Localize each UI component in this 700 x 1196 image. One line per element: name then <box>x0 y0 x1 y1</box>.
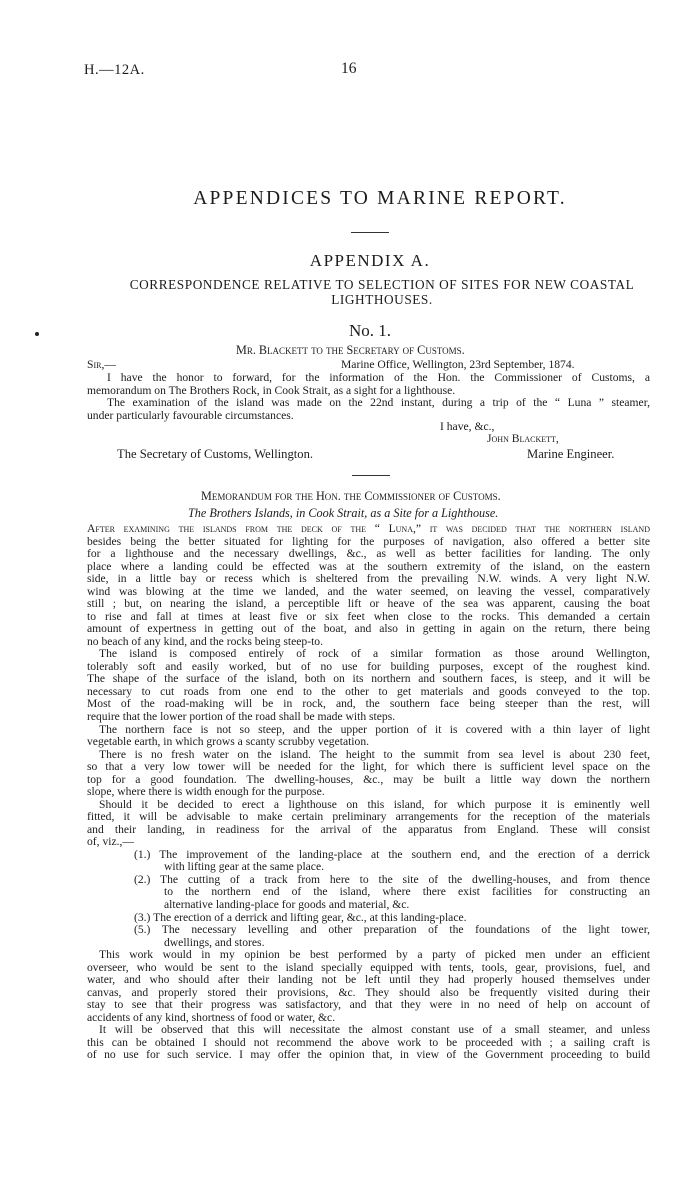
memo-list-item: (5.) The necessary levelling and other preparation of the foundations of the light tower, <box>134 923 650 936</box>
letter-from-to: Mr. Blackett to the Secretary of Customs. <box>236 343 465 357</box>
memo-line: This work would in my opinion be best performed by a party of picked men under an efficient <box>99 948 650 962</box>
letter-salutation: Sir,— <box>87 358 116 371</box>
memo-line: require that the lower portion of the road shall be made with steps. <box>87 710 396 723</box>
letter-body-line: under particularly favourable circumstances. <box>87 409 294 422</box>
memo-line: vegetable earth, in which grows a scanty scrubby vegetation. <box>87 735 370 748</box>
page-number: 16 <box>341 60 357 77</box>
memo-line: place where a landing could be effected was at the southern extremity of the island, on the eastern <box>87 559 650 573</box>
memo-line: stay to see that their progress was satisfactory, and that they were in no need of help on account of <box>87 998 650 1012</box>
memo-line: for a lighthouse and the necessary dwellings, &c., as well as better facilities for landing. The only <box>87 547 650 560</box>
letter-body-line: I have the honor to forward, for the information of the Hon. the Commissioner of Customs, a <box>107 371 650 384</box>
memo-line: There is no fresh water on the island. The height to the summit from sea level is about 230 feet, <box>99 747 650 761</box>
memo-list-item: alternative landing-place for goods and material, &c. <box>164 898 410 911</box>
memo-line: to rise and fall at times at least five or six feet when close to the rocks. This demanded a certain <box>87 609 650 623</box>
memo-line: The northern face is not so steep, and the upper portion of it is covered with a thin layer of light <box>99 722 650 736</box>
memo-line: and their landing, in readiness for the arrival of the apparatus from England. These will consist <box>87 822 650 836</box>
memo-line: tolerably soft and easily worked, but of no use for building purposes, except of the roughest kind. <box>87 659 650 673</box>
memo-line: overseer, who would be sent to the island specially equipped with tents, tools, gear, provisions, fuel, and <box>87 960 650 974</box>
document-reference: H.—12A. <box>84 62 145 78</box>
letter-closing: I have, &c., <box>440 420 495 433</box>
memo-line: It will be observed that this will necessitate the almost constant use of a small steamer, and unless <box>99 1023 650 1037</box>
memo-list-item: with lifting gear at the same place. <box>164 860 324 874</box>
memo-line: After examining the islands from the deck of the “ Luna,” it was decided that the northern island <box>87 522 650 535</box>
appendix-subtitle <box>104 277 660 307</box>
memo-line: The island is composed entirely of rock of a similar formation as those around Wellington, <box>99 647 650 661</box>
memo-line: wind was blowing at the time we landed, and the water seemed, on leaving the vessel, comparatively <box>87 584 650 598</box>
letter-body-line: The examination of the island was made on the 22nd instant, during a trip of the “ Luna ” steamer, <box>107 396 650 409</box>
divider-rule <box>352 475 390 476</box>
letter-address-date: Marine Office, Wellington, 23rd September, 1874. <box>341 358 575 371</box>
memo-line: still ; but, on nearing the island, a perceptible lift or heave of the sea was apparent, causing the boat <box>87 597 650 611</box>
memo-line: slope, where there is width enough for the purpose. <box>87 785 325 799</box>
letter-signature: John Blackett, <box>487 432 559 445</box>
memo-line: side, in a little bay or recess which is sheltered from the prevailing N.W. winds. A very light N.W. <box>87 572 650 586</box>
memo-line: water, and who should after their landing not be left until they had properly housed themselves under <box>87 973 650 987</box>
divider-rule <box>351 232 389 233</box>
memo-list-item: (3.) The erection of a derrick and lifting gear, &c., at this landing-place. <box>134 910 467 924</box>
memo-line: Should it be decided to erect a lighthouse on this island, for which purpose it is eminently well <box>99 797 650 811</box>
memo-subheading: The Brothers Islands, in Cook Strait, as a Site for a Lighthouse. <box>188 506 499 520</box>
memo-list-item: dwellings, and stores. <box>164 935 265 949</box>
memo-line: necessary to cut roads from one end to the other to get materials and goods conveyed to the top. <box>87 684 650 698</box>
memo-list-item: to the northern end of the island, where there exist facilities for constructing an <box>164 885 650 899</box>
memo-line: fitted, it will be advisable to make certain preliminary arrangements for the reception of the materials <box>87 810 650 824</box>
memo-heading: Memorandum for the Hon. the Commissioner of Customs. <box>201 489 501 503</box>
memo-list-item: (2.) The cutting of a track from here to the site of the dwelling-houses, and from thence <box>134 872 650 886</box>
memo-list-item: (1.) The improvement of the landing-place at the southern end, and the erection of a derrick <box>134 847 650 861</box>
memo-line: this can be obtained I should not recommend the above work to be proceeded with ; a sailing craft is <box>87 1035 650 1049</box>
memo-line: Most of the road-making will be in rock, and, the southern face being steeper than the rest, will <box>87 697 650 711</box>
memo-line: no beach of any kind, and the rocks being steep-to. <box>87 634 323 648</box>
memo-line: of, viz.,— <box>87 835 135 849</box>
appendix-label: APPENDIX A. <box>309 251 431 270</box>
appendix-subtitle-line: LIGHTHOUSES. <box>331 292 433 307</box>
page-title: APPENDICES TO MARINE REPORT. <box>193 188 567 209</box>
memo-line: accidents of any kind, shortness of food or water, &c. <box>87 1010 336 1024</box>
memo-line: top for a good foundation. The dwelling-houses, &c., may be built a little way down the northern <box>87 772 650 786</box>
memo-line: canvas, and properly stored their provisions, &c. They should also be frequently visited during their <box>87 985 650 999</box>
memo-line: The shape of the surface of the island, both on its northern and southern faces, is steep, and it will be <box>87 672 650 686</box>
letter-body-line: memorandum on The Brothers Rock, in Cook Strait, as a sight for a lighthouse. <box>87 384 456 397</box>
appendix-subtitle-line: CORRESPONDENCE RELATIVE TO SELECTION OF SITES FOR NEW COASTAL <box>129 277 635 292</box>
letter-number: No. 1. <box>348 321 392 340</box>
letter-signer-title: Marine Engineer. <box>527 447 615 461</box>
memo-line: besides being the better situated for lighting for the purposes of navigation, also offered a better site <box>87 534 650 548</box>
letter-recipient: The Secretary of Customs, Wellington. <box>117 447 314 461</box>
memo-line: so that a very low tower will be needed for the light, for which there is sufficient level space on the <box>87 760 650 774</box>
memo-line: amount of expertness in getting out of the boat, and also in getting in again on the return, there being <box>87 622 650 636</box>
memo-line: of no use for such service. I may offer the opinion that, in view of the Government proceeding to build <box>87 1048 650 1062</box>
